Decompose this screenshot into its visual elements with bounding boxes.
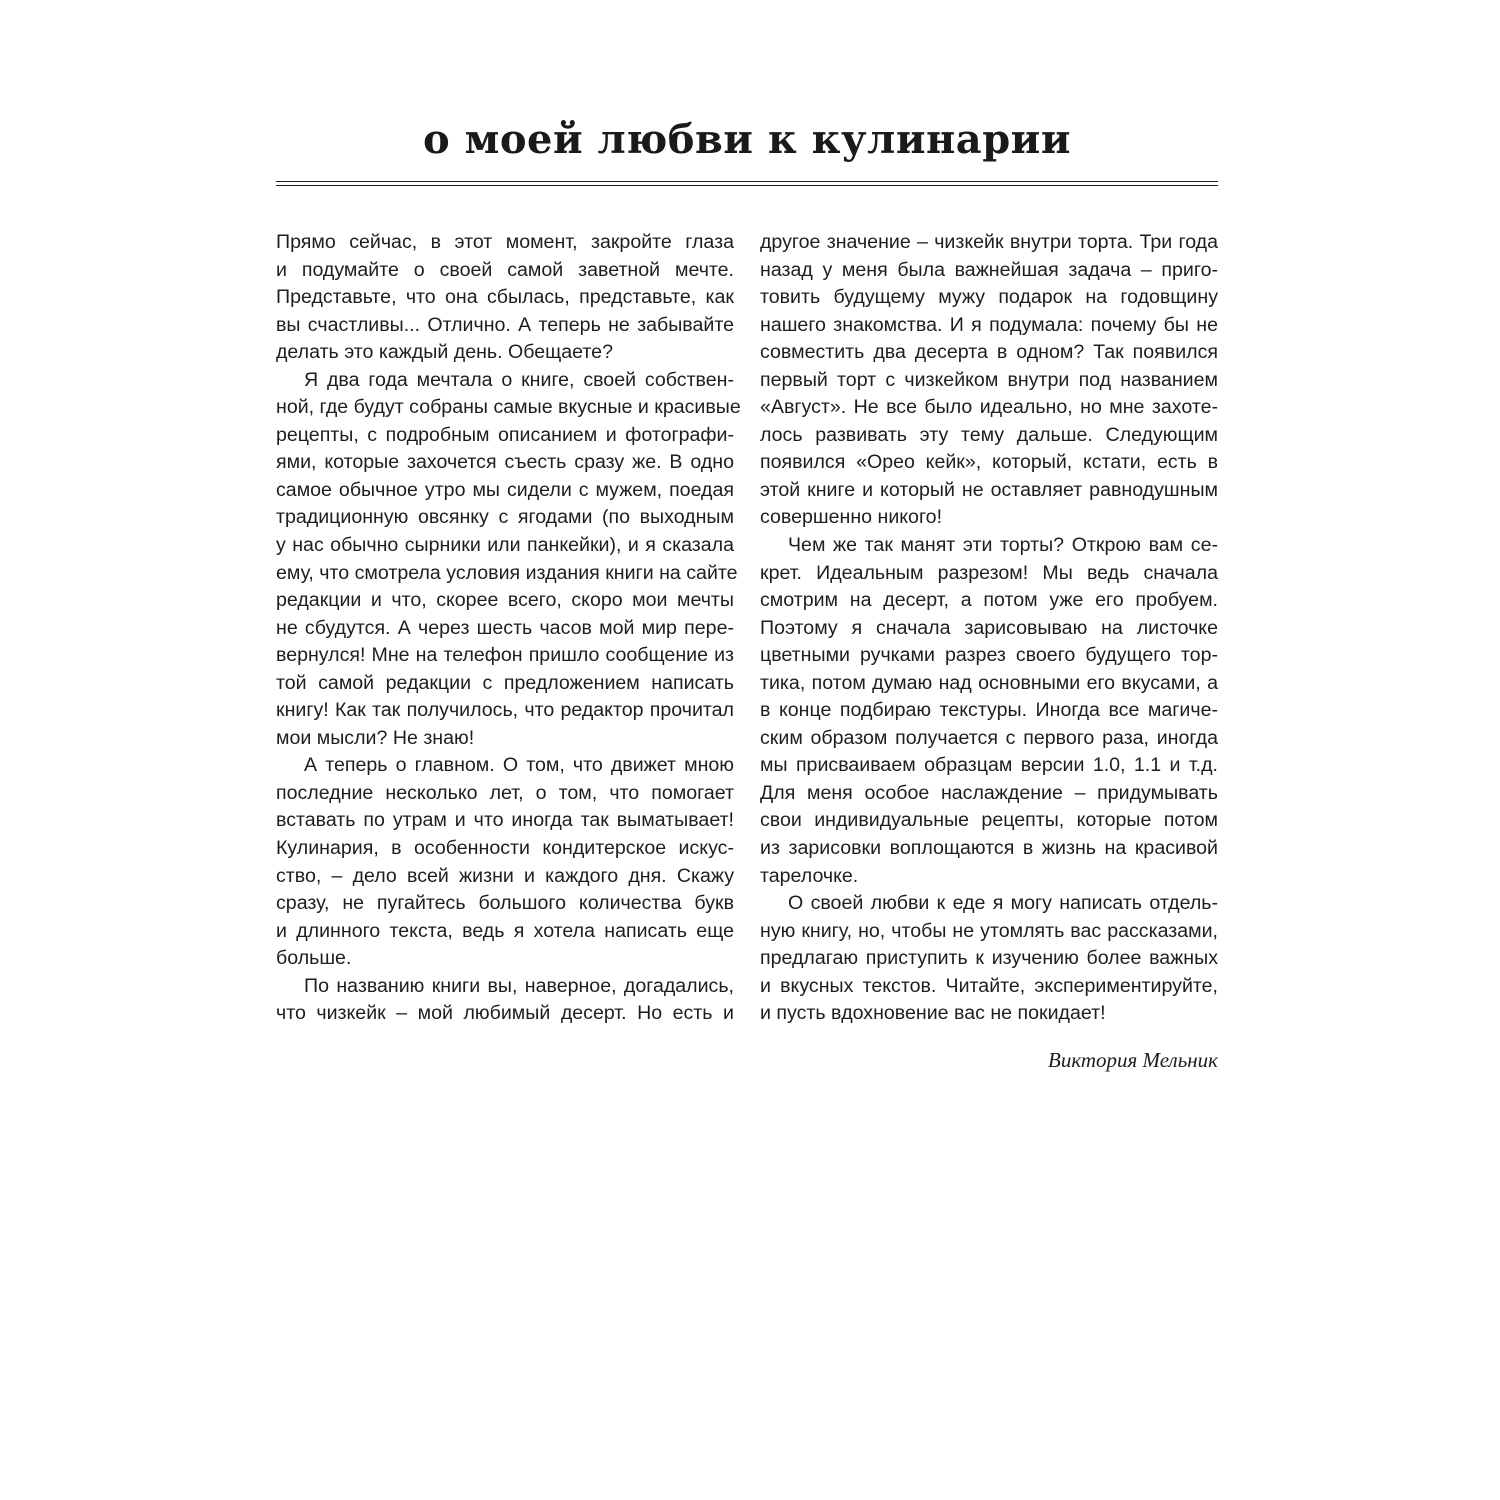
text-line: ной, где будут собраны самые вкусные и красивые xyxy=(276,396,741,419)
text-line: тика, потом думаю над основными его вкусами, а xyxy=(760,671,1218,694)
text-line: Представьте, что она сбылась, представьте, как xyxy=(276,286,734,309)
text-line: «Август». Не все было идеально, но мне захоте- xyxy=(760,396,1218,419)
text-line: крет. Идеальным разрезом! Мы ведь сначала xyxy=(760,561,1218,584)
text-line: Чем же так манят эти торты? Открою вам се- xyxy=(788,534,1218,557)
text-line: традиционную овсянку с ягодами (по выходным xyxy=(276,506,734,529)
text-line: и длинного текста, ведь я хотела написать еще xyxy=(276,919,734,942)
text-line: и пусть вдохновение вас не покидает! xyxy=(760,1002,1106,1025)
text-line: ему, что смотрела условия издания книги на сайте xyxy=(276,561,738,584)
text-line: что чизкейк – мой любимый десерт. Но есть и xyxy=(276,1002,734,1025)
text-line: О своей любви к еде я могу написать отдель- xyxy=(788,892,1218,915)
text-line: смотрим на десерт, а потом уже его пробуем. xyxy=(760,589,1218,612)
text-line: появился «Орео кейк», который, кстати, есть в xyxy=(760,451,1218,474)
text-line: у нас обычно сырники или панкейки), и я сказала xyxy=(276,534,734,557)
text-line: рецепты, с подробным описанием и фотографи- xyxy=(276,423,734,446)
text-line: ями, которые захочется съесть сразу же. В одно xyxy=(276,451,734,474)
text-line: не сбудутся. А через шесть часов мой мир пере- xyxy=(276,616,734,639)
text-line: вернулся! Мне на телефон пришло сообщение из xyxy=(276,644,734,667)
text-line: самое обычное утро мы сидели с мужем, поедая xyxy=(276,478,734,501)
text-line: лось развивать эту тему дальше. Следующим xyxy=(760,423,1218,446)
text-line: другое значение – чизкейк внутри торта. Три года xyxy=(760,231,1218,253)
text-line: предлагаю приступить к изучению более важных xyxy=(760,947,1218,970)
text-column-left xyxy=(276,229,741,1028)
title-divider xyxy=(276,181,1218,186)
author-signature: Виктория Мельник xyxy=(1048,1048,1218,1072)
text-line: цветными ручками разрез своего будущего тор- xyxy=(760,644,1218,667)
text-line: Для меня особое наслаждение – придумывать xyxy=(760,781,1218,804)
text-line: тарелочке. xyxy=(760,864,859,887)
page-title: о моей любви к кулинарии xyxy=(422,116,1072,163)
text-line: в конце подбираю текстуры. Иногда все магиче- xyxy=(760,699,1218,722)
text-line: мы присваиваем образцам версии 1.0, 1.1 и т.д. xyxy=(760,754,1218,777)
text-line: нашего знакомства. И я подумала: почему бы не xyxy=(760,313,1218,336)
text-line: сразу, не пугайтесь большого количества букв xyxy=(276,892,734,915)
text-line: свои индивидуальные рецепты, которые потом xyxy=(760,809,1218,832)
text-line: последние несколько лет, о том, что помогает xyxy=(276,781,734,804)
text-line: Прямо сейчас, в этот момент, закройте глаза xyxy=(276,231,734,253)
text-line: Я два года мечтала о книге, своей собствен- xyxy=(304,368,734,391)
text-line: мои мысли? Не знаю! xyxy=(276,726,475,749)
text-line: совместить два десерта в одном? Так появился xyxy=(760,341,1218,364)
text-line: Кулинария, в особенности кондитерское искус- xyxy=(276,837,734,860)
text-line: из зарисовки воплощаются в жизнь на красивой xyxy=(760,837,1218,860)
text-line: больше. xyxy=(276,947,352,970)
text-line: вставать по утрам и что иногда так выматывает! xyxy=(276,809,734,832)
text-line: А теперь о главном. О том, что движет мною xyxy=(304,754,734,777)
text-line: этой книге и который не оставляет равнодушным xyxy=(760,478,1218,501)
text-line: книгу! Как так получилось, что редактор прочитал xyxy=(276,699,734,722)
text-line: и вкусных текстов. Читайте, экспериментируйте, xyxy=(760,974,1218,997)
text-line: ским образом получается с первого раза, иногда xyxy=(760,726,1218,749)
text-line: той самой редакции с предложением написать xyxy=(276,671,734,694)
text-column-right xyxy=(760,229,1218,1028)
text-line: Поэтому я сначала зарисовываю на листочке xyxy=(760,616,1218,639)
text-line: назад у меня была важнейшая задача – приго- xyxy=(760,258,1218,281)
text-line: первый торт с чизкейком внутри под названием xyxy=(760,368,1218,391)
text-line: ство, – дело всей жизни и каждого дня. Скажу xyxy=(276,864,734,887)
text-line: редакции и что, скорее всего, скоро мои мечты xyxy=(276,589,734,612)
text-line: ную книгу, но, чтобы не утомлять вас рассказами, xyxy=(760,919,1218,942)
text-line: вы счастливы... Отлично. А теперь не забывайте xyxy=(276,313,734,336)
text-line: По названию книги вы, наверное, догадались, xyxy=(304,974,734,997)
text-line: товить будущему мужу подарок на годовщину xyxy=(760,286,1218,309)
text-line: и подумайте о своей самой заветной мечте. xyxy=(276,258,734,281)
text-line: делать это каждый день. Обещаете? xyxy=(276,341,613,364)
text-line: совершенно никого! xyxy=(760,506,943,529)
